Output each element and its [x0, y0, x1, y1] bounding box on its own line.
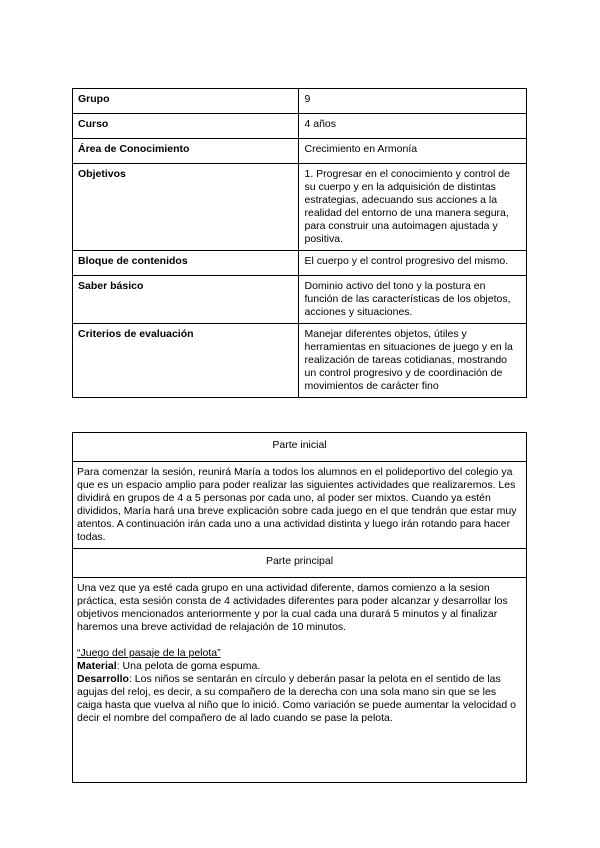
main-part-intro: Una vez que ya esté cada grupo en una actividad diferente, damos comienzo a la sesion práctica, esta sesión consta de 4 actividades diferentes para poder alcanzar y desarrollar los objetivos mencionados anteriormente y por la cual cada una durará 5 minutos y al finalizar haremos una breve actividad de relajación de 10 minutos.: [77, 582, 508, 633]
row-label: Curso: [73, 114, 299, 139]
row-value: El cuerpo y el control progresivo del mismo.: [299, 251, 527, 276]
row-label: Grupo: [73, 89, 299, 114]
table-row: [73, 139, 527, 164]
row-value: 1. Progresar en el conocimiento y control de su cuerpo y en la adquisición de distintas estrategias, adecuando sus acciones a la realidad del entorno de una manera segura, para construir una autoimagen ajustada y positiva.: [299, 164, 527, 251]
initial-part-cell: [73, 462, 527, 549]
table-row: [73, 462, 527, 549]
table-row: [73, 433, 527, 462]
main-part-title: Parte principal: [73, 549, 527, 578]
row-label: Saber básico: [73, 276, 299, 324]
development-text: : Los niños se sentarán en círculo y deberán pasar la pelota en el sentido de las agujas del reloj, es decir, a su compañero de la derecha con una sola mano sin que se les caiga hasta que vuelva al niño que lo inició. Como variación se puede aumentar la velocidad o decir el nombre del compañero de al lado cuando se pase la pelota.: [77, 673, 516, 724]
material-text: : Una pelota de goma espuma.: [116, 660, 261, 672]
row-value: 4 años: [299, 114, 527, 139]
game-title: “Juego del pasaje de la pelota”: [77, 647, 221, 659]
game-material: [77, 660, 522, 673]
row-value: 9: [299, 89, 527, 114]
table-row: [73, 251, 527, 276]
row-label: Área de Conocimiento: [73, 139, 299, 164]
material-label: Material: [77, 660, 117, 672]
table-row: [73, 89, 527, 114]
row-label: Bloque de contenidos: [73, 251, 299, 276]
row-label: Criterios de evaluación: [73, 324, 299, 398]
row-value: Crecimiento en Armonía: [299, 139, 527, 164]
main-part-cell: [73, 578, 527, 783]
initial-part-text: Para comenzar la sesión, reunirá María a todos los alumnos en el polideportivo del colegio ya que es un espacio amplio para poder realizar las siguientes actividades que realizaremos. Les dividirá en grupos de 4 a 5 personas por cada uno, al poder ser mixtos. Cuando ya estén divididos, María hará una breve explicación sobre cada juego en el que tendrán que estar muy atentos. A continuación irán cada uno a una actividad distinta y luego irán rotando para hacer todas.: [77, 466, 517, 543]
row-value: Manejar diferentes objetos, útiles y herramientas en situaciones de juego y en la realización de tareas cotidianas, mostrando un control progresivo y de coordinación de movimientos de carácter fino: [299, 324, 527, 398]
row-label: Objetivos: [73, 164, 299, 251]
development-label: Desarrollo: [77, 673, 129, 685]
table-row: [73, 549, 527, 578]
row-value: Dominio activo del tono y la postura en función de las características de los objetos, acciones y situaciones.: [299, 276, 527, 324]
initial-part-title: Parte inicial: [73, 433, 527, 462]
table-row: [73, 164, 527, 251]
table-row: [73, 276, 527, 324]
table-row: [73, 114, 527, 139]
session-info-table: [72, 88, 527, 398]
game-development: [77, 673, 522, 725]
session-plan-table: [72, 432, 527, 783]
table-row: [73, 324, 527, 398]
paragraph-spacer: [77, 634, 522, 647]
table-row: [73, 578, 527, 783]
